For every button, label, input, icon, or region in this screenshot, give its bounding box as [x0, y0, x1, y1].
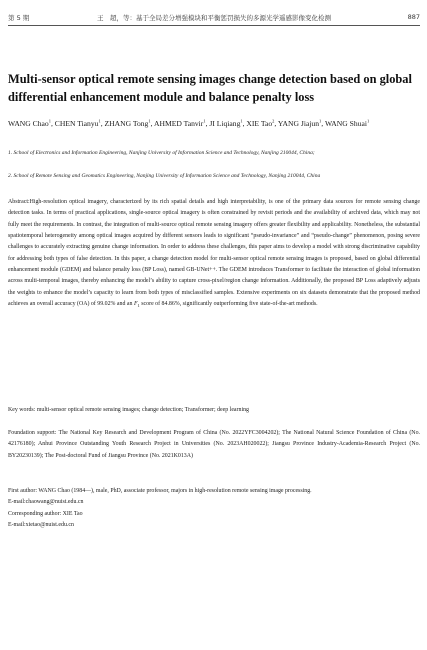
running-header [8, 13, 420, 25]
author-affiliation-mark: 1 [240, 118, 243, 124]
author-name: CHEN Tianyu [54, 119, 99, 128]
author-affiliation-mark: 1 [98, 118, 101, 124]
author-name: WANG Chao [8, 119, 49, 128]
email-label: E-mail: [8, 499, 26, 506]
author-affiliation-mark: 1 [319, 118, 322, 124]
foundation-support [8, 428, 420, 462]
affiliation-1: 1. School of Electronics and Information Engineering, Nanjing University of Information Science and Technology, Nanjing 210044, China; [8, 150, 315, 156]
author-name: WANG Shuai [324, 119, 367, 128]
first-author-text: WANG Chao (1984—), male, PhD, associate professor, majors in high-resolution remote sensing image processing. [38, 488, 312, 494]
abstract [8, 197, 420, 310]
author-name: ZHANG Tong [104, 119, 149, 128]
foundation-text: The National Key Research and Development Program of China (No. 2022YFC3004202); The National Natural Science Foundation of China (No. 42176180); Anhui Province Outstanding Youth Research Project in Universities (No. 2023AH020022); Jiangsu Province Industry-Academia-Research Project (No. BY20230139); The Post-doctoral Fund of Jiangsu Province (No. 2021K013A) [8, 430, 420, 459]
author-affiliation-mark: 2 [272, 118, 275, 124]
keywords-label: Key words: [8, 407, 36, 413]
email-label: E-mail: [8, 522, 26, 529]
corresponding-author-email[interactable]: xietao@nuist.edu.cn [25, 522, 74, 529]
keywords-text: multi-sensor optical remote sensing images; change detection; Transformer; deep learning [36, 407, 249, 413]
first-author-label: First author: [8, 488, 37, 494]
first-author-line [8, 486, 420, 497]
header-rule [8, 25, 420, 26]
author-affiliation-mark: 1 [203, 118, 206, 124]
affiliation-2: 2. School of Remote Sensing and Geomatics Engineering, Nanjing University of Information Science and Technology, Nanjing 210044, China [8, 173, 321, 179]
first-author-email-line [8, 497, 420, 508]
abstract-label: Abstract: [8, 199, 30, 205]
issue-number: 第 5 期 [8, 14, 30, 22]
author-name: JI Liqiang [209, 119, 241, 128]
corresponding-author-name: XIE Tao [62, 510, 83, 517]
running-title: 王 超，等：基于全局差分增强模块和平衡惩罚损失的多源光学遥感影像变化检测 [97, 14, 331, 22]
first-author-email[interactable]: chaowang@nuist.edu.cn [25, 499, 84, 506]
f1-symbol: F [133, 300, 138, 307]
abstract-text-end: score of 84.86%, significantly outperforming five state-of-the-art methods. [139, 300, 318, 307]
author-name: XIE Tao [246, 119, 273, 128]
f1-subscript: 1 [137, 302, 140, 308]
corresponding-author-line [8, 509, 420, 520]
paper-title: Multi-sensor optical remote sensing images change detection based on global differential enhancement module and balance penalty loss [8, 72, 412, 104]
author-name: YANG Jiajun [277, 119, 320, 128]
author-list: WANG Chao$^1$, CHEN Tianyu$^1$, ZHANG Tong$^1$, AHMED Tanvir$^1$, JI Liqiang$^1$, XIE Tao$^2$, YANG Jiajun$^1$, WANG Shuai$^1$ [8, 118, 370, 128]
foundation-label: Foundation support: [8, 430, 57, 436]
corresponding-author-label: Corresponding author: [8, 510, 62, 517]
author-affiliation-mark: 1 [148, 118, 151, 124]
author-info [8, 486, 420, 532]
corresponding-email-line [8, 520, 420, 531]
author-name: AHMED Tanvir [153, 119, 204, 128]
author-affiliation-mark: 1 [48, 118, 51, 124]
abstract-text: High-resolution optical imagery, characterized by its rich spatial details and high interpretability, is one of the primary data sources for remote sensing change detection tasks. In terms of practical applications, single-source optical imagery is often constrained by revisit periods and the availability of archived data, which may not fully meet the requirements. In contrast, the integration of multi-source optical remote sensing imagery offers greater flexibility and applicability. Nonetheless, the substantial spatiotemporal heterogeneity among optical images acquired by different sensors leads to significant “pseudo-invariance” and “pseudo-change” phenomenon, posing severe challenges to accurately extracting genuine change information. In order to address these challenges, this paper aims to develop a model with strong discriminative capability for addressing both types of false detection. In this paper, a change detection model for multi-sensor optical remote sensing images is proposed, based on global differential enhancement module (GDEM) and balance penalty loss (BP Loss), named GB-UNet++. The GDEM introduces Transformer to facilitate the interaction of global information across multi-temporal images, thereby enhancing the model’s ability to capture cross-pixel/region change information. Additionally, the proposed BP Loss adaptively adjusts the weights to enhance the model’s capacity to learn from both types of misclassified samples. Extensive experiments on six datasets demonstrate that the proposed method achieves an overall accuracy (OA) of 99.02% and an [8, 199, 420, 307]
page-number: 887 [407, 13, 420, 21]
author-affiliation-mark: 1 [366, 118, 370, 124]
keywords [8, 405, 420, 416]
